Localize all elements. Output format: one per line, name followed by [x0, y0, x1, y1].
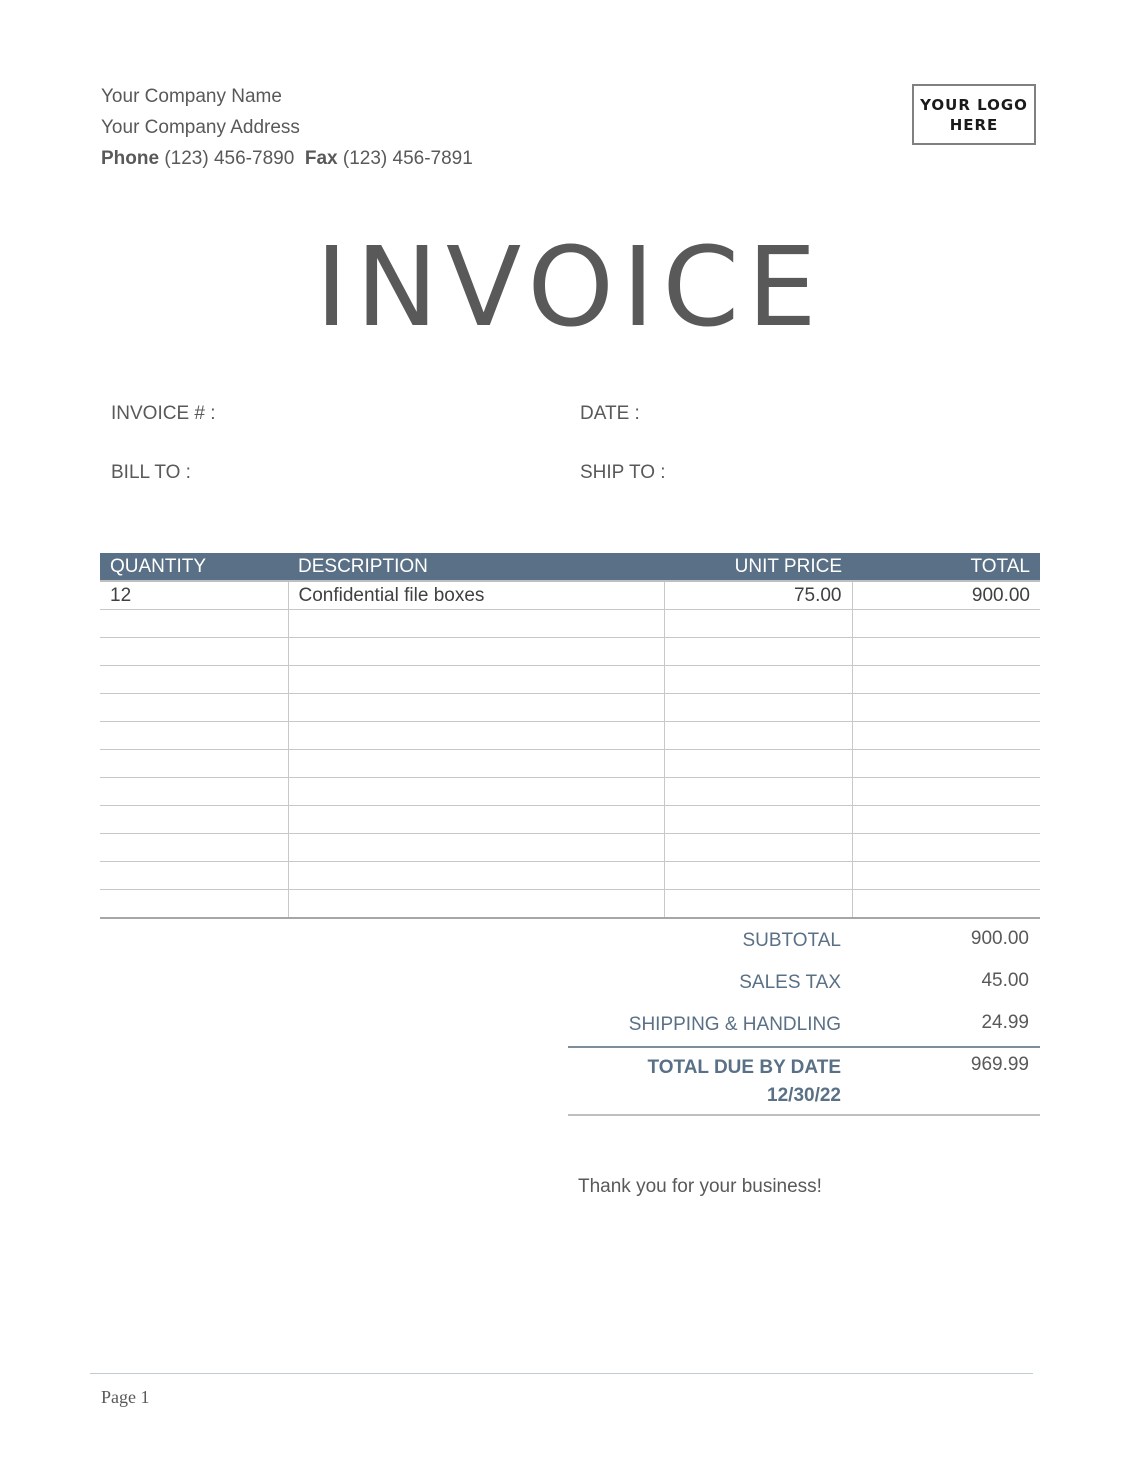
cell-total [852, 834, 1040, 862]
cell-quantity: 12 [100, 581, 288, 610]
cell-total: 900.00 [852, 581, 1040, 610]
cell-total [852, 862, 1040, 890]
cell-total [852, 890, 1040, 919]
subtotal-row [568, 920, 1040, 962]
table-row [100, 778, 1040, 806]
totals-section [568, 920, 1040, 1116]
cell-unit-price [664, 750, 852, 778]
invoice-number-label: INVOICE # : [111, 403, 216, 424]
cell-description [288, 750, 664, 778]
cell-quantity [100, 638, 288, 666]
cell-quantity [100, 666, 288, 694]
phone-number: (123) 456-7890 [164, 148, 295, 169]
cell-total [852, 610, 1040, 638]
cell-unit-price [664, 610, 852, 638]
cell-description [288, 806, 664, 834]
shipping-value: 24.99 [981, 1012, 1029, 1033]
cell-description [288, 862, 664, 890]
total-due-label [568, 1054, 841, 1110]
phone-label: Phone [101, 148, 160, 169]
logo-placeholder [912, 84, 1036, 145]
company-contact [101, 148, 473, 170]
cell-quantity [100, 778, 288, 806]
subtotal-label: SUBTOTAL [742, 930, 841, 951]
header-quantity: QUANTITY [100, 553, 288, 581]
items-table [100, 553, 1040, 919]
date-label: DATE : [580, 403, 640, 424]
total-due-value: 969.99 [970, 1054, 1029, 1075]
table-row [100, 890, 1040, 919]
subtotal-value: 900.00 [970, 928, 1029, 949]
table-row [100, 666, 1040, 694]
sales-tax-row [568, 962, 1040, 1004]
logo-text-line1: YOUR LOGO [920, 95, 1028, 114]
cell-unit-price [664, 890, 852, 919]
cell-total [852, 722, 1040, 750]
cell-total [852, 638, 1040, 666]
table-row [100, 834, 1040, 862]
shipping-row [568, 1004, 1040, 1046]
table-row [100, 722, 1040, 750]
cell-quantity [100, 750, 288, 778]
cell-total [852, 778, 1040, 806]
table-row [100, 750, 1040, 778]
cell-quantity [100, 806, 288, 834]
page-title: INVOICE [315, 223, 825, 351]
shipping-label: SHIPPING & HANDLING [628, 1014, 841, 1035]
cell-quantity [100, 862, 288, 890]
cell-description [288, 834, 664, 862]
cell-unit-price [664, 722, 852, 750]
cell-quantity [100, 694, 288, 722]
cell-total [852, 666, 1040, 694]
sales-tax-label: SALES TAX [739, 972, 841, 993]
cell-description: Confidential file boxes [288, 581, 664, 610]
cell-unit-price [664, 666, 852, 694]
cell-unit-price [664, 806, 852, 834]
total-due-row [568, 1046, 1040, 1116]
cell-unit-price [664, 694, 852, 722]
logo-text-line2: HERE [949, 115, 999, 134]
cell-quantity [100, 610, 288, 638]
cell-description [288, 722, 664, 750]
cell-unit-price: 75.00 [664, 581, 852, 610]
cell-quantity [100, 834, 288, 862]
cell-total [852, 750, 1040, 778]
fax-number: (123) 456-7891 [342, 148, 473, 169]
total-due-date: 12/30/22 [767, 1085, 841, 1106]
cell-unit-price [664, 778, 852, 806]
header-total: TOTAL [852, 553, 1040, 581]
cell-unit-price [664, 638, 852, 666]
table-header-row [100, 553, 1040, 581]
bill-to-label: BILL TO : [111, 462, 191, 483]
page-number: Page 1 [101, 1387, 150, 1407]
thank-you-note: Thank you for your business! [578, 1176, 822, 1197]
cell-total [852, 694, 1040, 722]
footer-divider [90, 1373, 1033, 1374]
header-unit-price: UNIT PRICE [664, 553, 852, 581]
cell-quantity [100, 722, 288, 750]
cell-unit-price [664, 862, 852, 890]
cell-description [288, 890, 664, 919]
company-address: Your Company Address [101, 117, 300, 138]
cell-description [288, 666, 664, 694]
table-row [100, 581, 1040, 610]
header-description: DESCRIPTION [288, 553, 664, 581]
sales-tax-value: 45.00 [981, 970, 1029, 991]
table-row [100, 806, 1040, 834]
cell-unit-price [664, 834, 852, 862]
table-row [100, 610, 1040, 638]
table-row [100, 638, 1040, 666]
table-row [100, 862, 1040, 890]
cell-quantity [100, 890, 288, 919]
cell-description [288, 694, 664, 722]
total-due-label-text: TOTAL DUE BY DATE [647, 1057, 841, 1078]
table-row [100, 694, 1040, 722]
cell-description [288, 610, 664, 638]
cell-total [852, 806, 1040, 834]
fax-label: Fax [304, 148, 338, 169]
cell-description [288, 778, 664, 806]
ship-to-label: SHIP TO : [580, 462, 666, 483]
company-name: Your Company Name [101, 86, 282, 107]
cell-description [288, 638, 664, 666]
